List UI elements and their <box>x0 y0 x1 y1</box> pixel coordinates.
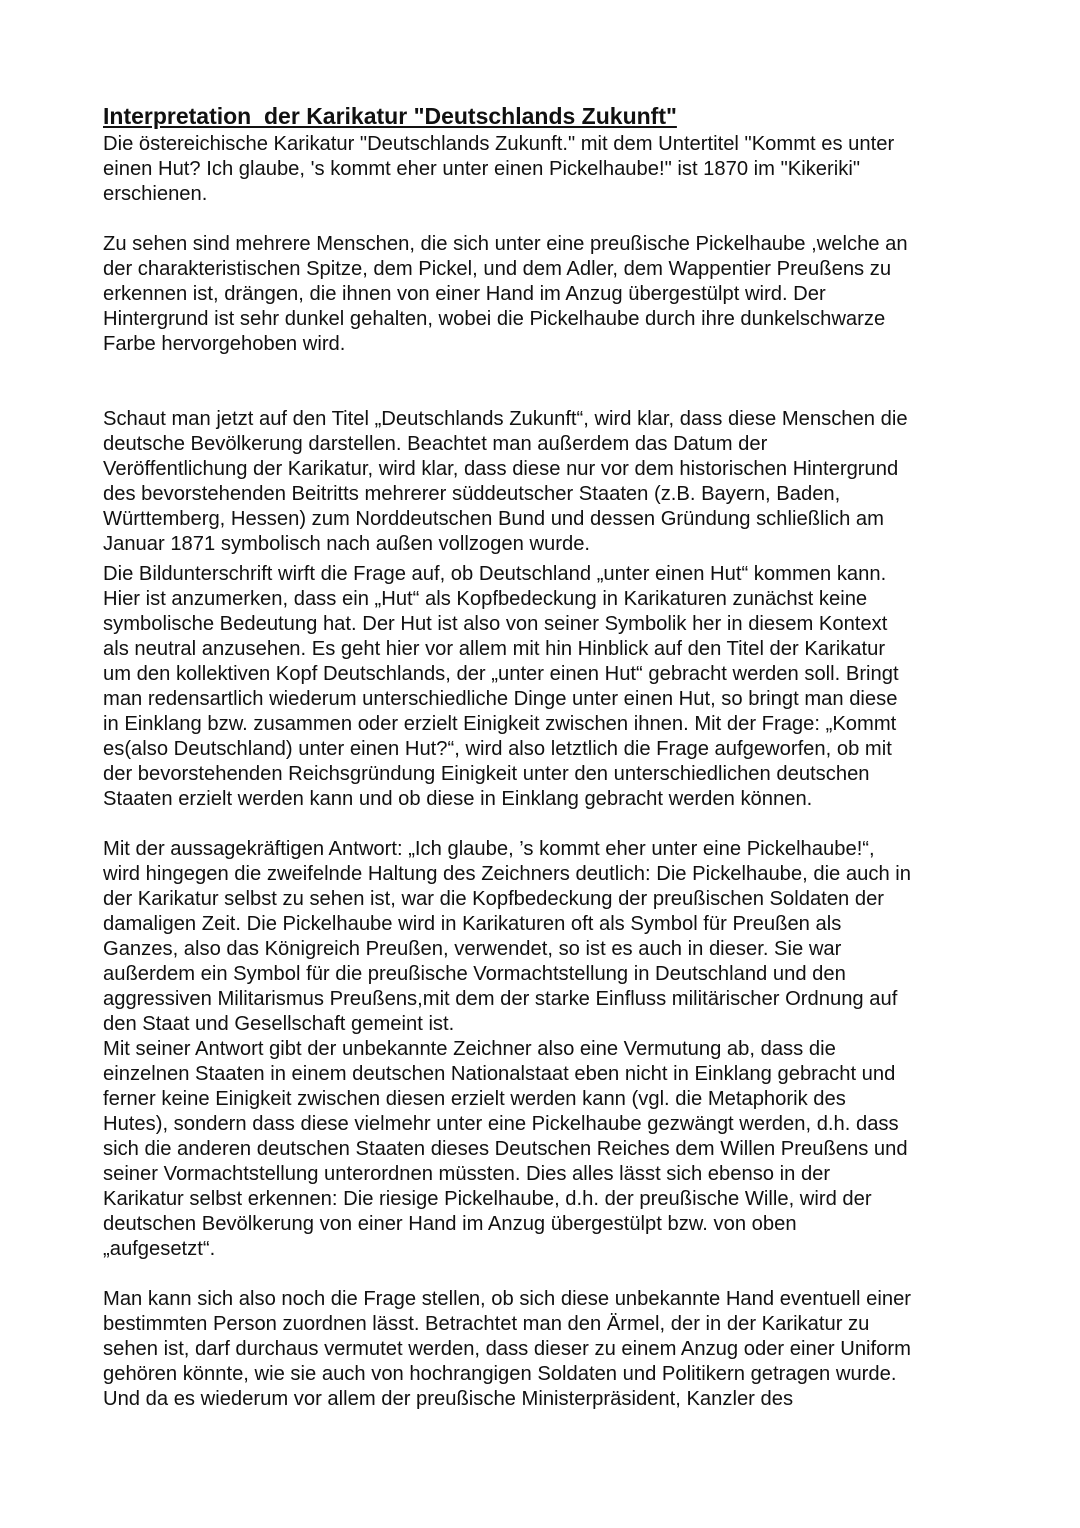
paragraph-7 <box>103 1287 983 1412</box>
text-line: symbolische Bedeutung hat. Der Hut ist also von seiner Symbolik her in diesem Kontext <box>103 613 888 635</box>
text-line: Farbe hervorgehoben wird. <box>103 333 346 355</box>
text-line: deutsche Bevölkerung darstellen. Beachtet man außerdem das Datum der <box>103 433 768 455</box>
text-line: der charakteristischen Spitze, dem Pickel, und dem Adler, dem Wappentier Preußens zu <box>103 258 892 280</box>
text-line: Karikatur selbst erkennen: Die riesige Pickelhaube, d.h. der preußische Wille, wird der <box>103 1188 872 1210</box>
paragraph-spacer <box>103 207 983 232</box>
text-line: Die östereichische Karikatur "Deutschlands Zukunft." mit dem Untertitel "Kommt es unter <box>103 133 895 155</box>
paragraph-5 <box>103 837 983 1037</box>
text-line: bestimmten Person zuordnen lässt. Betrachtet man den Ärmel, der in der Karikatur zu <box>103 1313 870 1335</box>
text-line: in Einklang bzw. zusammen oder erzielt Einigkeit zwischen ihnen. Mit der Frage: „Kommt <box>103 713 897 735</box>
text-line: erschienen. <box>103 183 208 205</box>
paragraph-4 <box>103 562 983 812</box>
text-line: seiner Vormachtstellung unterordnen müssten. Dies alles lässt sich ebenso in der <box>103 1163 831 1185</box>
text-line: Mit der aussagekräftigen Antwort: „Ich glaube, ’s kommt eher unter eine Pickelhaube!“, <box>103 838 875 860</box>
text-line: der bevorstehenden Reichsgründung Einigkeit unter den unterschiedlichen deutschen <box>103 763 870 785</box>
text-line: Zu sehen sind mehrere Menschen, die sich unter eine preußische Pickelhaube ,welche an <box>103 233 908 255</box>
text-line: sich die anderen deutschen Staaten dieses Deutschen Reiches dem Willen Preußens und <box>103 1138 908 1160</box>
text-line: Januar 1871 symbolisch nach außen vollzogen wurde. <box>103 533 591 555</box>
text-line: „aufgesetzt“. <box>103 1238 216 1260</box>
text-line: Hintergrund ist sehr dunkel gehalten, wobei die Pickelhaube durch ihre dunkelschwarze <box>103 308 886 330</box>
text-line: aggressiven Militarismus Preußens,mit dem der starke Einfluss militärischer Ordnung auf <box>103 988 898 1010</box>
text-line: des bevorstehenden Beitritts mehrerer süddeutscher Staaten (z.B. Bayern, Baden, <box>103 483 841 505</box>
text-line: Schaut man jetzt auf den Titel „Deutschlands Zukunft“, wird klar, dass diese Menschen die <box>103 408 908 430</box>
text-line: erkennen ist, drängen, die ihnen von einer Hand im Anzug übergestülpt wird. Der <box>103 283 826 305</box>
text-line: außerdem ein Symbol für die preußische Vormachtstellung in Deutschland und den <box>103 963 846 985</box>
text-line: einen Hut? Ich glaube, 's kommt eher unter einen Pickelhaube!" ist 1870 im "Kikeriki" <box>103 158 860 180</box>
text-line: Württemberg, Hessen) zum Norddeutschen Bund und dessen Gründung schließlich am <box>103 508 884 530</box>
paragraph-spacer <box>103 1262 983 1287</box>
text-line: Hutes), sondern dass diese vielmehr unter eine Pickelhaube gezwängt werden, d.h. dass <box>103 1113 899 1135</box>
text-line: einzelnen Staaten in einem deutschen Nationalstaat eben nicht in Einklang gebracht und <box>103 1063 896 1085</box>
document-title: Interpretation der Karikatur "Deutschlands Zukunft" <box>103 103 677 129</box>
text-line: Und da es wiederum vor allem der preußische Ministerpräsident, Kanzler des <box>103 1388 794 1410</box>
text-line: den Staat und Gesellschaft gemeint ist. <box>103 1013 455 1035</box>
text-line: damaligen Zeit. Die Pickelhaube wird in Karikaturen oft als Symbol für Preußen als <box>103 913 842 935</box>
paragraph-3 <box>103 407 983 557</box>
text-line: es(also Deutschland) unter einen Hut?“, wird also letztlich die Frage aufgeworfen, ob mit <box>103 738 892 760</box>
text-line: wird hingegen die zweifelnde Haltung des Zeichners deutlich: Die Pickelhaube, die auch in <box>103 863 911 885</box>
text-line: Staaten erzielt werden kann und ob diese in Einklang gebracht werden können. <box>103 788 813 810</box>
paragraph-spacer <box>103 357 983 407</box>
document-page <box>103 100 983 1412</box>
text-line: gehören könnte, wie sie auch von hochrangigen Soldaten und Politikern getragen wurde. <box>103 1363 897 1385</box>
paragraph-1 <box>103 132 983 207</box>
text-line: Hier ist anzumerken, dass ein „Hut“ als Kopfbedeckung in Karikaturen zunächst keine <box>103 588 868 610</box>
text-line: um den kollektiven Kopf Deutschlands, der „unter einen Hut“ gebracht werden soll. Bringt <box>103 663 899 685</box>
text-line: der Karikatur selbst zu sehen ist, war die Kopfbedeckung der preußischen Soldaten der <box>103 888 885 910</box>
text-line: Die Bildunterschrift wirft die Frage auf, ob Deutschland „unter einen Hut“ kommen kann. <box>103 563 887 585</box>
text-line: als neutral anzusehen. Es geht hier vor allem mit hin Hinblick auf den Titel der Karikatur <box>103 638 886 660</box>
text-line: Ganzes, also das Königreich Preußen, verwendet, so ist es auch in dieser. Sie war <box>103 938 842 960</box>
text-line: Man kann sich also noch die Frage stellen, ob sich diese unbekannte Hand eventuell einer <box>103 1288 912 1310</box>
paragraph-6 <box>103 1037 983 1262</box>
text-line: Mit seiner Antwort gibt der unbekannte Zeichner also eine Vermutung ab, dass die <box>103 1038 836 1060</box>
text-line: deutschen Bevölkerung von einer Hand im Anzug übergestülpt bzw. von oben <box>103 1213 797 1235</box>
text-line: Veröffentlichung der Karikatur, wird klar, dass diese nur vor dem historischen Hintergrund <box>103 458 899 480</box>
text-line: ferner keine Einigkeit zwischen diesen erzielt werden kann (vgl. die Metaphorik des <box>103 1088 846 1110</box>
paragraph-spacer <box>103 812 983 837</box>
text-line: sehen ist, darf durchaus vermutet werden, dass dieser zu einem Anzug oder einer Uniform <box>103 1338 911 1360</box>
text-line: man redensartlich wiederum unterschiedliche Dinge unter einen Hut, so bringt man diese <box>103 688 898 710</box>
paragraph-2 <box>103 232 983 357</box>
